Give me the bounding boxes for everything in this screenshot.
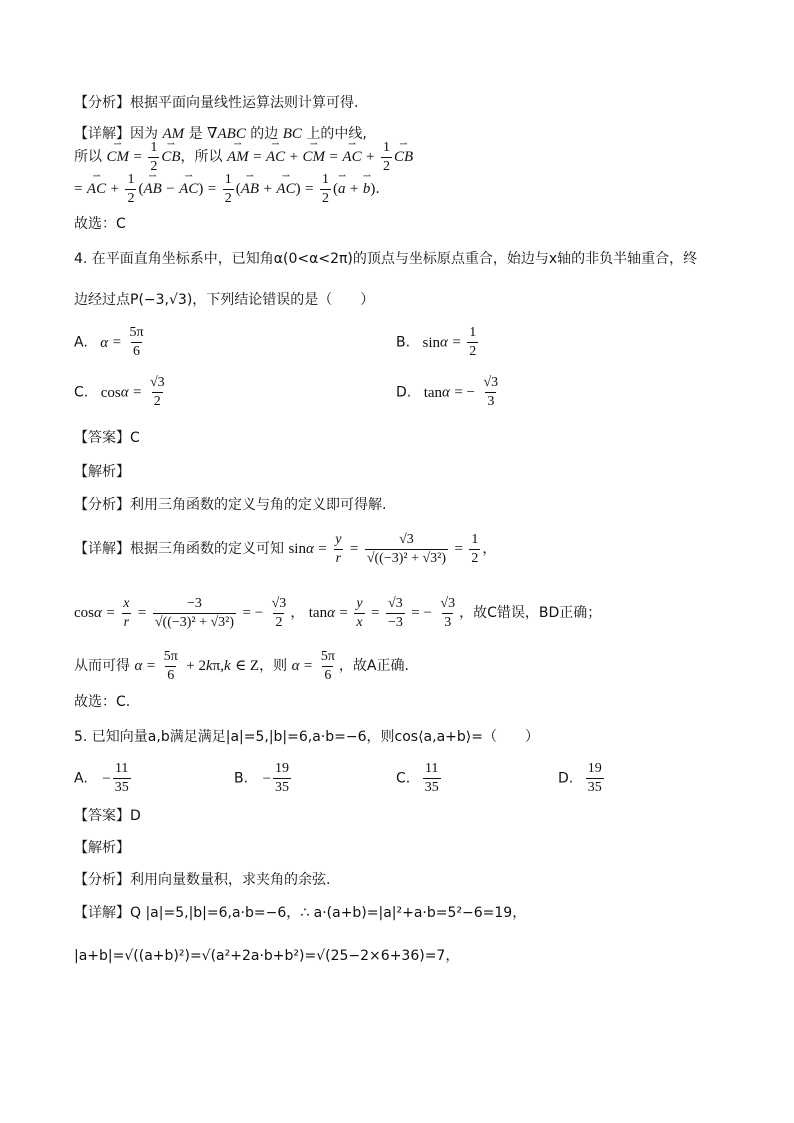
q4-option-a: A. α = $\frac{5\pi}{6}$ xyxy=(74,325,144,359)
q4-detail-2: cosα = $\frac{x}{r}$ = $\frac{-3}{\text{√((−3)² + √3²)}}$ = − $\frac{√3}{2}$ ， tanα = $\frac{y}{x}$ = $\frac{√3}{-3}$ = − $\frac{√3}{3}$ ，故C错误，BD正确； xyxy=(74,595,602,630)
q5-jiexi: 【解析】 xyxy=(74,840,130,856)
q4-analysis: 【分析】利用三角函数的定义与角的定义即可得解. xyxy=(74,497,387,513)
q3-formula-2: = ⇀ AC + $\frac{1}{2}$ (⇀ AB − ⇀ AC) = $\frac{1}{2}$ (⇀ AB + ⇀ AC) = $\frac{1}{2}$ (⇀ a + ⇀ b). xyxy=(74,171,380,207)
q3-formula-1: 所以 ⇀ CM = $\frac{1}{2}$ ⇀ CB，所以 ⇀ AM = ⇀ AC + ⇀ CM = ⇀ AC + $\frac{1}{2}$ ⇀ CB xyxy=(74,139,413,175)
q3-analysis: 【分析】根据平面向量线性运算法则计算可得. xyxy=(74,95,359,111)
q4-option-c: C. cosα = $\frac{√3}{2}$ xyxy=(74,375,165,409)
q5-detail-1: 【详解】Q |a|=5,|b|=6,a·b=−6，∴ a·(a+b)=|a|²+a·b=5²−6=19， xyxy=(74,905,527,921)
q3-detail-line: 【详解】因为 AM 是 ∇ABC 的边 BC 上的中线, xyxy=(74,126,367,142)
q5-analysis: 【分析】利用向量数量积，求夹角的余弦. xyxy=(74,872,331,888)
q4-detail-1: 【详解】根据三角函数的定义可知 sinα = $\frac{y}{r}$ = $\frac{√3}{\text{√((−3)² + √3²)}}$ = $\frac{1}{2}$ ， xyxy=(74,531,497,566)
q5-option-c: C. $\frac{11}{35}$ xyxy=(396,761,439,795)
q4-stem-1: 4. 在平面直角坐标系中，已知角α(0<α<2π)的顶点与坐标原点重合，始边与x轴的非负半轴重合，终 xyxy=(74,251,698,267)
q3-choice: 故选：C xyxy=(74,216,126,232)
q5-stem: 5. 已知向量a,b满足满足|a|=5,|b|=6,a·b=−6，则cos⟨a,a+b⟩=（ ） xyxy=(74,729,539,745)
q4-choice: 故选：C. xyxy=(74,694,131,710)
q4-option-d: D. tanα = − $\frac{√3}{3}$ xyxy=(396,375,499,409)
q4-stem-2: 边经过点P(−3,√3)，下列结论错误的是（ ） xyxy=(74,292,375,308)
q4-option-b: B. sinα = $\frac{1}{2}$ xyxy=(396,325,477,359)
q5-detail-2: |a+b|=√((a+b)²)=√(a²+2a·b+b²)=√(25−2×6+36)=7， xyxy=(74,948,460,964)
q4-answer: 【答案】C xyxy=(74,430,140,446)
q5-option-b: B. − $\frac{19}{35}$ xyxy=(234,761,289,795)
q5-answer: 【答案】D xyxy=(74,808,141,824)
q5-option-a: A. − $\frac{11}{35}$ xyxy=(74,761,129,795)
q5-option-d: D. $\frac{19}{35}$ xyxy=(558,761,602,795)
q4-jiexi: 【解析】 xyxy=(74,464,130,480)
q4-detail-3: 从而可得 α = $\frac{5\pi}{6}$ + 2kπ,k ∈ Z，则 α = $\frac{5\pi}{6}$ ，故A正确. xyxy=(74,648,409,683)
